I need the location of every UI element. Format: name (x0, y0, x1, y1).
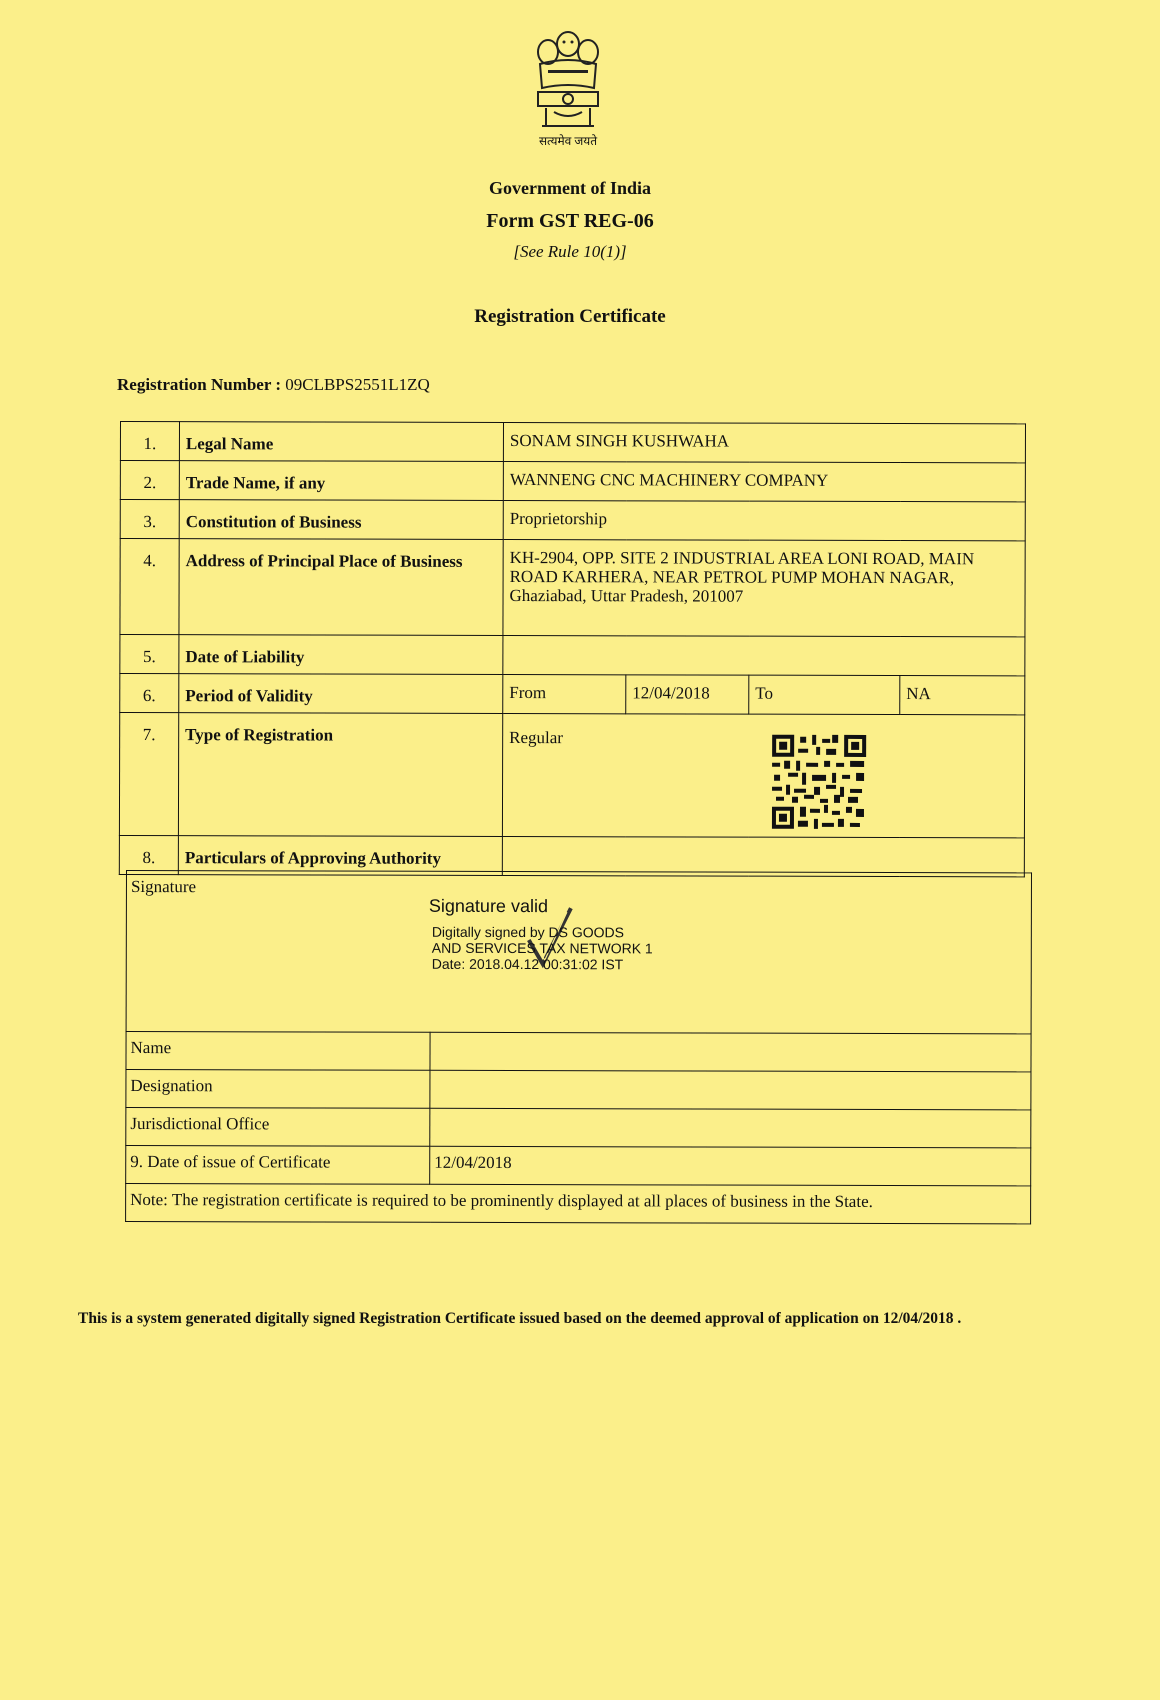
table-row (120, 539, 1025, 637)
emblem-caption: सत्यमेव जयते (538, 134, 598, 148)
signature-signer: Digitally signed by DS GOODS (431, 923, 625, 941)
date-of-liability-value (503, 636, 1025, 676)
validity-from-value: 12/04/2018 (626, 675, 749, 714)
govt-heading: Government of India (489, 178, 651, 198)
table-row (126, 1146, 1031, 1186)
registration-number-label: Registration Number : (117, 375, 281, 394)
row-label: Period of Validity (179, 674, 503, 714)
table-row (126, 1032, 1031, 1072)
authority-label: 9. Date of issue of Certificate (126, 1146, 430, 1185)
table-row (126, 871, 1031, 1034)
authority-value (430, 1108, 1031, 1148)
display-note: Note: The registration certificate is required to be prominently displayed at all places of business in the State. (126, 1184, 1031, 1224)
table-row (126, 1108, 1031, 1148)
row-label: Date of Liability (179, 635, 503, 675)
signature-org: AND SERVICES TAX NETWORK 1 (431, 939, 653, 957)
registration-number (117, 375, 430, 395)
validity-to-value: NA (900, 676, 1025, 715)
signature-box (126, 871, 1031, 1034)
authority-label: Designation (126, 1070, 430, 1109)
authority-label: Jurisdictional Office (126, 1108, 430, 1147)
address-value: KH-2904, OPP. SITE 2 INDUSTRIAL AREA LONI ROAD, MAIN ROAD KARHERA, NEAR PETROL PUMP MOHAN NAGAR, Ghaziabad, Uttar Pradesh, 201007 (503, 540, 1025, 637)
legal-name-value: SONAM SINGH KUSHWAHA (503, 423, 1025, 463)
row-label: Trade Name, if any (179, 461, 503, 501)
registration-type-value: Regular (509, 728, 564, 748)
authority-value (430, 1070, 1031, 1110)
table-row (120, 635, 1025, 676)
table-row (120, 461, 1025, 502)
row-number: 3. (120, 500, 179, 539)
trade-name-value: WANNENG CNC MACHINERY COMPANY (503, 462, 1025, 502)
validity-to-label: To (749, 675, 900, 714)
table-row (120, 674, 1025, 715)
signature-label: Signature (130, 877, 197, 897)
table-row (126, 1184, 1031, 1224)
row-number: 7. (119, 713, 178, 836)
qr-code-icon (770, 733, 868, 831)
authority-table (125, 870, 1032, 1224)
certificate-title: Registration Certificate (474, 306, 666, 327)
row-number: 6. (120, 674, 179, 713)
row-label: Particulars of Approving Authority (178, 836, 502, 876)
validity-from-label: From (503, 675, 626, 714)
row-number: 4. (120, 539, 179, 635)
footer-note: This is a system generated digitally signed Registration Certificate issued based on the deemed approval of application on 12/04/2018 . (78, 1310, 962, 1327)
issue-date-value: 12/04/2018 (430, 1146, 1031, 1186)
signature-date: Date: 2018.04.12 00:31:02 IST (431, 955, 624, 973)
table-row (120, 500, 1025, 541)
table-row (126, 1070, 1031, 1110)
constitution-value: Proprietorship (503, 501, 1025, 541)
signature-status: Signature valid (428, 895, 549, 917)
table-row (119, 713, 1024, 838)
row-number: 8. (119, 835, 178, 874)
table-row (120, 422, 1025, 463)
signature-details (432, 924, 653, 973)
details-table (119, 421, 1026, 877)
authority-value (430, 1032, 1031, 1072)
national-emblem-icon (528, 26, 608, 136)
authority-label: Name (126, 1032, 430, 1071)
row-label: Address of Principal Place of Business (179, 539, 503, 636)
row-number: 5. (120, 635, 179, 674)
form-title: Form GST REG-06 (486, 210, 654, 232)
row-number: 1. (120, 422, 179, 461)
rule-reference: [See Rule 10(1)] (513, 242, 627, 261)
registration-number-value: 09CLBPS2551L1ZQ (285, 375, 430, 394)
row-label: Constitution of Business (179, 500, 503, 540)
row-label: Legal Name (179, 422, 503, 462)
row-number: 2. (120, 461, 179, 500)
row-label: Type of Registration (178, 713, 502, 837)
